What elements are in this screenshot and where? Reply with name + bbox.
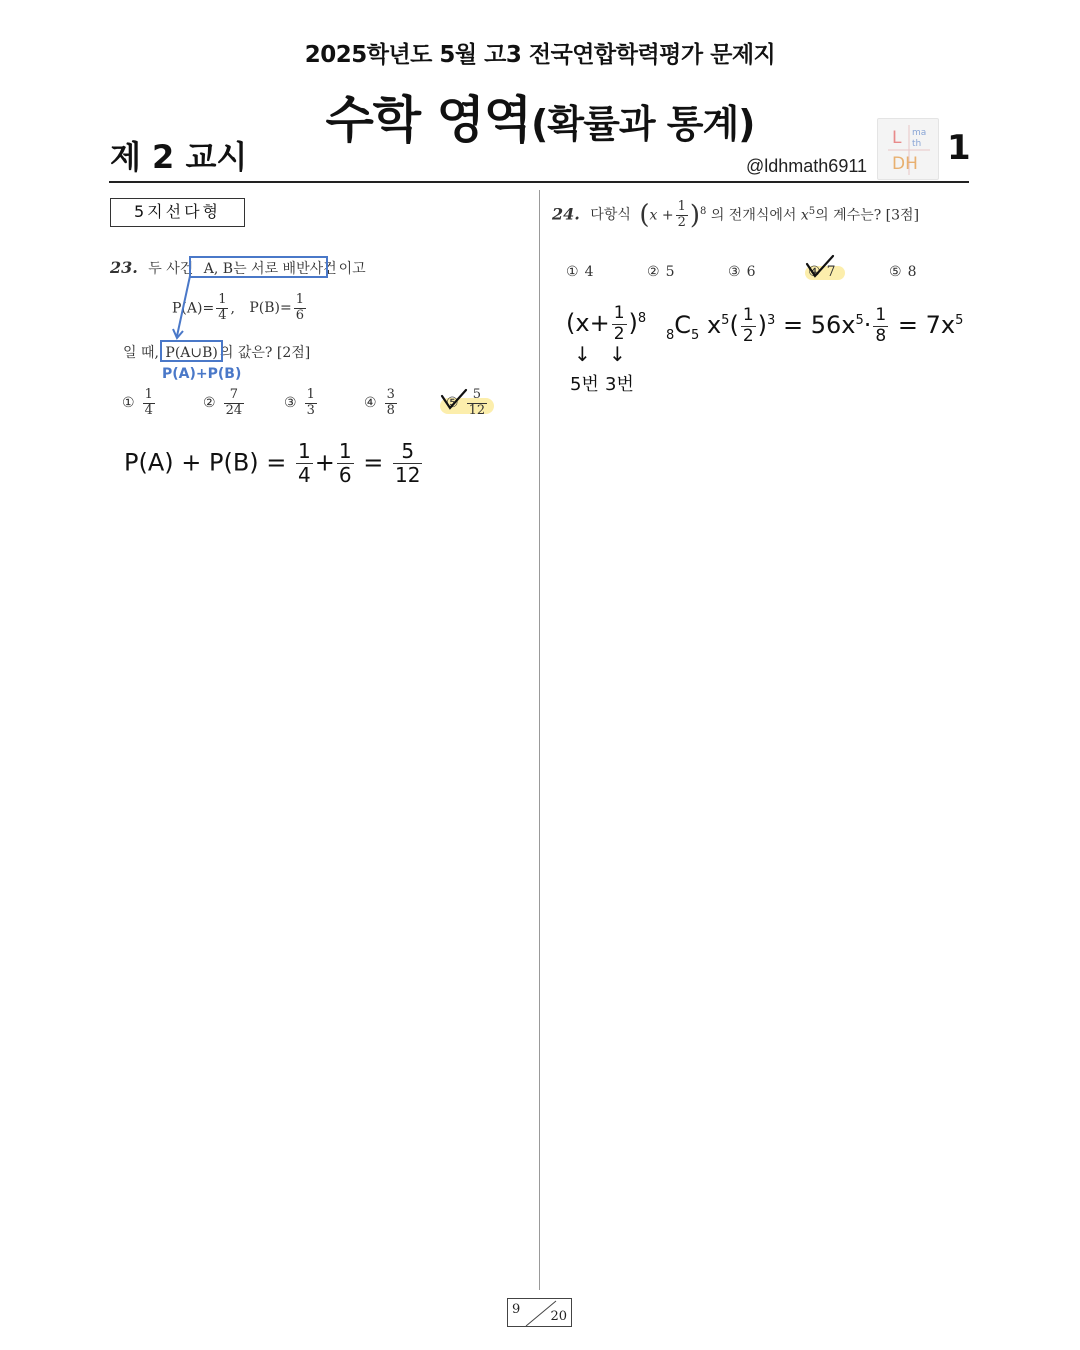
- q23-handwritten-work: P(A) + P(B) = $\frac{1}{4}$ + $\frac{1}{6}$ = $\frac{5}{12}$: [124, 439, 421, 487]
- q23-annotation-arrow: [170, 274, 200, 344]
- q23-pa-label: P(A)=: [172, 300, 215, 317]
- q24-label-left: 5번: [570, 374, 599, 395]
- logo-graphic: [878, 119, 940, 181]
- logo-dh: DH: [892, 154, 918, 174]
- q23-choice-1[interactable]: ① $\frac{1}{4}$: [122, 387, 153, 418]
- subject-main: 수학 영역: [325, 91, 532, 149]
- q24-handwritten-binomial: (x+ $\frac{1}{2}$ )$^8$: [566, 303, 647, 344]
- q24-label-right: 3번: [605, 374, 634, 395]
- q24-number: 24.: [552, 204, 580, 224]
- q23-annotation-box-events: [189, 256, 328, 278]
- total-pages: 20: [550, 1309, 567, 1324]
- page-number: 1: [947, 128, 971, 168]
- q23-choice-5[interactable]: ⑤ $\frac{5}{12}$: [446, 387, 486, 418]
- q24-choice-4[interactable]: ④ 7: [808, 264, 836, 280]
- q24-expr-base: x +: [649, 207, 674, 224]
- q23-ask-boxed: P(A∪B): [165, 345, 218, 361]
- q24-choice-3[interactable]: ③ 6: [728, 264, 756, 280]
- period-label: 제 2 교시: [110, 138, 248, 176]
- q23-ask-suffix: 의 값은? [2점]: [219, 345, 311, 361]
- logo-letter-l: L: [892, 128, 902, 148]
- ldh-math-logo: [877, 118, 939, 180]
- q23-choice-2[interactable]: ② $\frac{7}{24}$: [203, 387, 243, 418]
- q24-choice-2[interactable]: ② 5: [647, 264, 675, 280]
- q23-check-mark-icon: [440, 388, 468, 412]
- logo-th: th: [912, 139, 922, 149]
- q24-stem-mid: 의 전개식에서: [710, 207, 797, 224]
- q23-stem-boxed: A, B는 서로 배반사건: [203, 261, 337, 277]
- subject-sub: (확률과 통계): [531, 102, 755, 146]
- current-page: 9: [512, 1302, 521, 1317]
- q23-number: 23.: [110, 258, 138, 277]
- q23-given-sep: ,: [230, 300, 235, 317]
- logo-ma: ma: [912, 128, 927, 138]
- q24-stem: 24. 다항식 (x + $\frac{1}{2}$ )$^8$ 의 전개식에서 $x^5$의 계수는? [3점]: [552, 199, 920, 231]
- q24-choice-5[interactable]: ⑤ 8: [889, 264, 917, 280]
- q24-expr-frac: $\frac{1}{2}$: [677, 199, 686, 230]
- q24-handwritten-computation: $_8C_5$ $x^5$( $\frac{1}{2}$ )$^3 = 56x^5\cdot$ $\frac{1}{8}$ = $7x^5$: [666, 305, 964, 346]
- q23-stem-suffix: 이고: [338, 261, 366, 277]
- q24-choice-1[interactable]: ① 4: [566, 264, 594, 280]
- section-label: 5지선다형: [110, 198, 245, 227]
- q24-arrow-right-icon: ↓: [609, 342, 626, 366]
- q24-stem-prefix: 다항식: [590, 207, 631, 224]
- q24-arrow-left-icon: ↓: [574, 342, 591, 366]
- q24-term: x: [800, 207, 809, 224]
- q23-pb-label: P(B)=: [249, 300, 292, 317]
- q23-choice-4[interactable]: ④ $\frac{3}{8}$: [364, 387, 395, 418]
- page-indicator: [507, 1298, 572, 1327]
- q23-stem-prefix: 두 사건: [148, 261, 194, 277]
- author-handle: @ldhmath6911: [746, 156, 868, 176]
- exam-title: 2025학년도 5월 고3 전국연합학력평가 문제지: [304, 42, 776, 68]
- q24-check-mark-icon: [805, 254, 835, 280]
- q23-choice-3[interactable]: ③ $\frac{1}{3}$: [284, 387, 315, 418]
- q23-pb-frac: $\frac{1}{6}$: [295, 292, 305, 323]
- q24-term-exp: 5: [808, 205, 816, 217]
- q23-ask-prefix: 일 때,: [123, 345, 159, 361]
- q23-pa-frac: $\frac{1}{4}$: [218, 292, 227, 323]
- header-divider: [109, 181, 969, 183]
- q23-annotation-sum: P(A)+P(B): [162, 366, 242, 382]
- q24-expr-exp: 8: [700, 205, 707, 217]
- column-divider: [539, 190, 540, 1290]
- q24-stem-suffix: 의 계수는? [3점]: [815, 207, 920, 224]
